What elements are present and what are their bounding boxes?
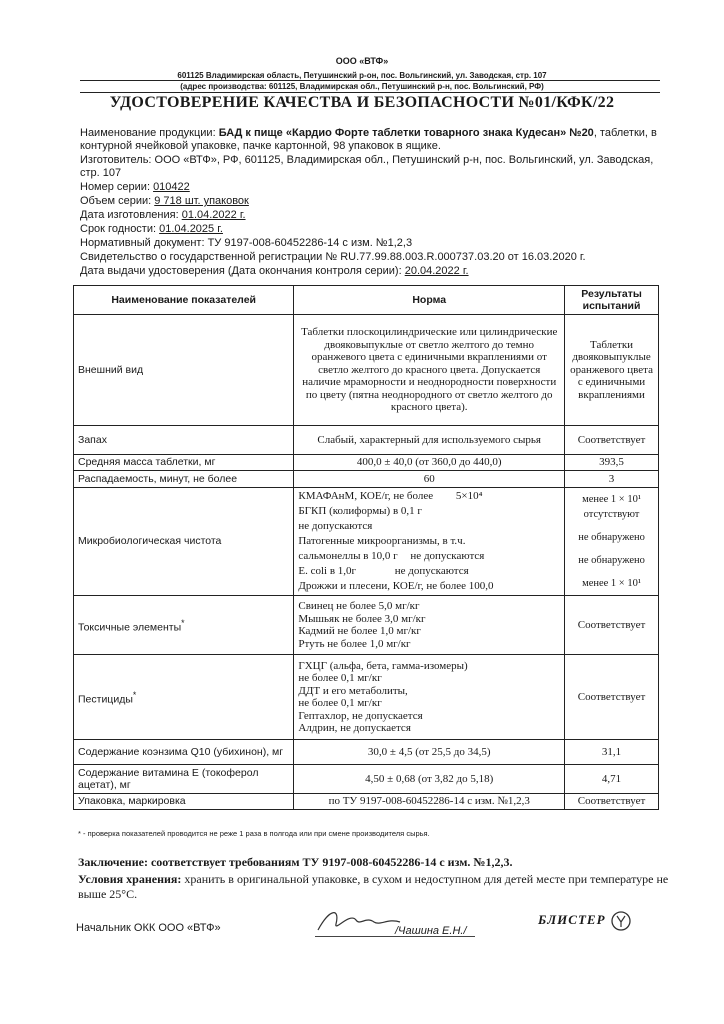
row-result: 4,71 <box>565 765 659 794</box>
company-name: ООО «ВТФ» <box>335 56 389 66</box>
header-norm: Норма <box>294 286 565 315</box>
row-result: 3 <box>565 471 659 488</box>
micro-line: Патогенные микроорганизмы, в т.ч. <box>298 535 466 547</box>
storage-conditions <box>78 872 678 902</box>
row-result: Таблетки двояковыпуклые оранжевого цвета с единичными вкраплениями <box>565 315 659 426</box>
row-result: Соответствует <box>565 794 659 810</box>
table-row <box>74 455 659 471</box>
registration-certificate: Свидетельство о государственной регистрации № RU.77.99.88.003.R.000737.03.20 от 16.03.2020 г. <box>80 251 586 263</box>
storage-text: хранить в оригинальной упаковке, в сухом и недоступном для детей месте при температуре не выше 25°С. <box>78 872 669 901</box>
conclusion <box>78 855 678 870</box>
micro-result: менее 1 × 10¹ <box>582 578 642 589</box>
row-name: Микробиологическая чистота <box>74 488 294 596</box>
product-value: БАД к пище «Кардио Форте таблетки товарного знака Кудесан» №20 <box>218 127 594 139</box>
micro-value: не допускаются <box>410 550 485 562</box>
row-name: Запах <box>74 426 294 455</box>
document-title: УДОСТОВЕРЕНИЕ КАЧЕСТВА И БЕЗОПАСНОСТИ №01/КФК/22 <box>109 94 615 111</box>
pest-label: Пестициды <box>78 693 133 705</box>
normative-document: Нормативный документ: ТУ 9197-008-60452286-14 с изм. №1,2,3 <box>80 237 413 249</box>
company-address: 601125 Владимирская область, Петушинский р-он, пос. Вольгинский, ул. Заводская, стр. 107 <box>177 71 547 80</box>
production-address: (адрес производства: 601125, Владимирская обл., Петушинский р-н, пос. Вольгинский, РФ) <box>180 82 544 91</box>
volume-label: Объем серии: <box>80 195 152 207</box>
micro-line: Дрожжи и плесени, КОЕ/г, не более 100,0 <box>298 580 494 592</box>
toxic-line: Кадмий не более 1,0 мг/кг <box>298 625 421 637</box>
row-result: 31,1 <box>565 740 659 765</box>
table-header-row <box>74 286 659 315</box>
volume-value: 9 718 шт. упаковок <box>154 195 249 207</box>
footnote-mark: * <box>132 689 137 700</box>
row-name: Средняя масса таблетки, мг <box>74 455 294 471</box>
header-result: Результаты испытаний <box>565 286 659 315</box>
header-divider-2 <box>80 92 660 93</box>
micro-line: КМАФАнМ, КОЕ/г, не более <box>298 490 434 502</box>
row-name: Упаковка, маркировка <box>74 794 294 810</box>
made-label: Дата изготовления: <box>80 209 179 221</box>
issue-date <box>80 265 670 278</box>
row-norm: 400,0 ± 40,0 (от 360,0 до 440,0) <box>294 455 565 471</box>
row-norm: 30,0 ± 4,5 (от 25,5 до 34,5) <box>294 740 565 765</box>
pest-line: ДДТ и его метаболиты, <box>298 684 408 697</box>
micro-line: не допускаются <box>298 520 373 532</box>
expiry-label: Срок годности: <box>80 223 157 235</box>
pest-line: не более 0,1 мг/кг <box>298 672 382 684</box>
micro-line: сальмонеллы в 10,0 г <box>298 550 398 562</box>
expiry-value: 01.04.2025 г. <box>159 223 223 235</box>
stamp-text: БЛИСТЕР <box>538 911 606 927</box>
row-result: Соответствует <box>565 426 659 455</box>
pest-line: ГХЦГ (альфа, бета, гамма-изомеры) <box>298 659 468 672</box>
series-label: Номер серии: <box>80 181 150 193</box>
pest-line: не более 0,1 мг/кг <box>298 697 382 709</box>
issue-value: 20.04.2022 г. <box>404 265 469 277</box>
row-result: 393,5 <box>565 455 659 471</box>
signer-name: /Чашина Е.Н./ <box>395 925 467 937</box>
pest-line: Гептахлор, не допускается <box>298 709 423 722</box>
micro-result: отсутствуют <box>583 509 640 520</box>
table-row <box>74 765 659 794</box>
micro-result: не обнаружено <box>578 532 645 543</box>
storage-label: Условия хранения: <box>78 872 182 886</box>
row-norm: Слабый, характерный для используемого сырья <box>294 426 565 455</box>
row-result: Соответствует <box>565 655 659 740</box>
table-row <box>74 596 659 655</box>
micro-line: БГКП (колиформы) в 0,1 г <box>298 505 422 517</box>
toxic-line: Свинец не более 5,0 мг/кг <box>298 600 420 612</box>
stamp-icon <box>610 910 632 932</box>
made-value: 01.04.2022 г. <box>181 209 246 221</box>
header-indicator: Наименование показателей <box>74 286 294 315</box>
table-row <box>74 655 659 740</box>
conclusion-text: соответствует требованиям ТУ 9197-008-60452286-14 с изм. №1,2,3. <box>150 855 513 869</box>
issue-label: Дата выдачи удостоверения (Дата окончания контроля серии): <box>80 265 402 277</box>
toxic-line: Мышьяк не более 3,0 мг/кг <box>298 612 426 625</box>
micro-value: не допускаются <box>394 565 469 577</box>
pest-norms <box>294 655 565 740</box>
series-volume <box>80 195 670 208</box>
table-row <box>74 315 659 426</box>
micro-results <box>565 488 659 596</box>
micro-result: менее 1 × 10¹ <box>582 494 642 505</box>
table-row <box>74 740 659 765</box>
row-result: Соответствует <box>565 596 659 655</box>
micro-norms <box>294 488 565 596</box>
row-name <box>74 655 294 740</box>
toxic-label: Токсичные элементы <box>78 621 182 633</box>
conclusion-label: Заключение: <box>78 855 148 869</box>
series-number <box>80 181 670 194</box>
row-name: Содержание витамина Е (токоферол ацетат), мг <box>74 765 294 794</box>
row-norm: 60 <box>294 471 565 488</box>
manufacturer: Изготовитель: ООО «ВТФ», РФ, 601125, Владимирская обл., Петушинский р-н, пос. Вольгинский, ул. Заводская, стр. 107 <box>80 154 654 179</box>
row-name <box>74 596 294 655</box>
product-label: Наименование продукции: <box>80 127 216 139</box>
row-norm: Таблетки плоскоцилиндрические или цилиндрические двояковыпуклые от светло желтого до темно оранжевого цвета с единичными вкраплениями от светло желтого до красного цвета. Допускается наличие мраморности и неоднородности поверхности по цвету (пятна неоднородного от светло желтого до красного цвета). <box>294 315 565 426</box>
micro-result: не обнаружено <box>578 555 645 566</box>
row-name: Содержание коэнзима Q10 (убихинон), мг <box>74 740 294 765</box>
table-row <box>74 794 659 810</box>
footnote-mark: * <box>181 617 185 628</box>
table-row <box>74 471 659 488</box>
expiry-date <box>80 223 670 236</box>
product-rest: , таблетки, в контурной ячейковой упаковке, пачке картонной, 98 упаковок в ящике. <box>80 127 657 152</box>
row-norm: по ТУ 9197-008-60452286-14 с изм. №1,2,3 <box>294 794 565 810</box>
header-divider <box>80 80 660 81</box>
quality-table <box>73 285 659 810</box>
micro-value: 5×10⁴ <box>455 490 483 502</box>
footnote: * - проверка показателей проводится не реже 1 раза в полгода или при смене производителя сырья. <box>78 829 430 838</box>
micro-line: E. coli в 1,0г <box>298 565 357 577</box>
table-row <box>74 488 659 596</box>
series-value: 010422 <box>153 181 190 193</box>
product-name <box>80 127 670 153</box>
signer-position: Начальник ОКК ООО «ВТФ» <box>76 922 221 934</box>
row-norm: 4,50 ± 0,68 (от 3,82 до 5,18) <box>294 765 565 794</box>
pest-line: Алдрин, не допускается <box>298 722 411 734</box>
table-row <box>74 426 659 455</box>
toxic-line: Ртуть не более 1,0 мг/кг <box>298 637 411 650</box>
blister-stamp <box>538 910 632 932</box>
row-name: Распадаемость, минут, не более <box>74 471 294 488</box>
toxic-norms <box>294 596 565 655</box>
manufacture-date <box>80 209 670 222</box>
row-name: Внешний вид <box>74 315 294 426</box>
